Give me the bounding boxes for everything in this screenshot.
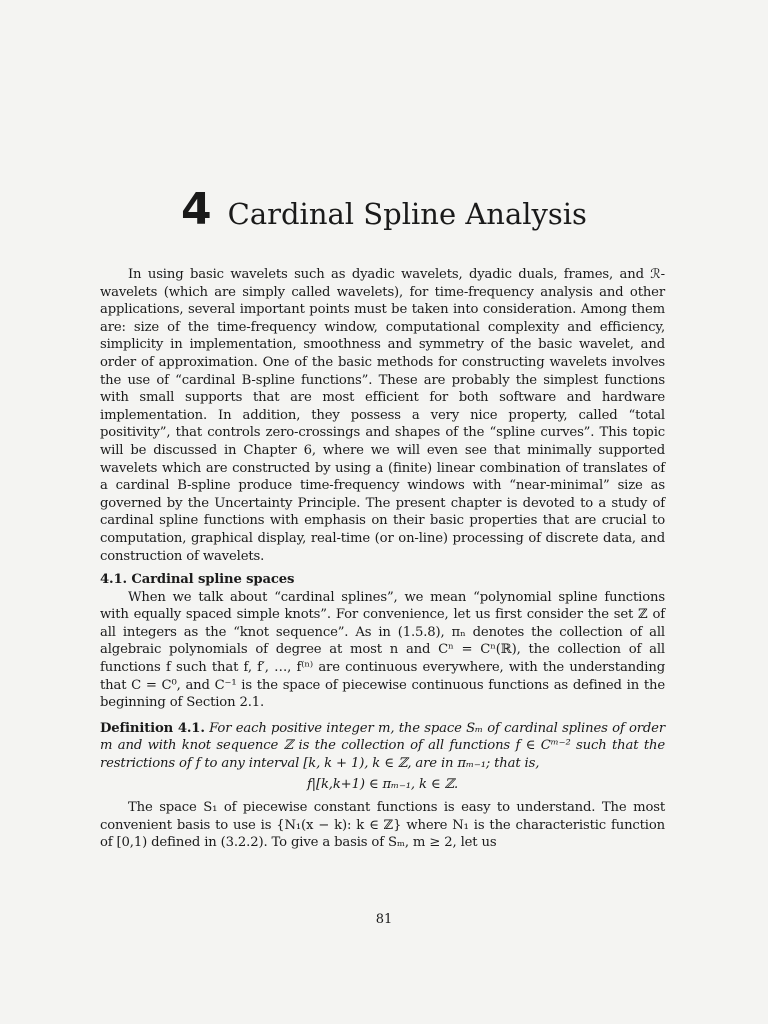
intro-paragraph: In using basic wavelets such as dyadic wavelets, dyadic duals, frames, and ℛ-wavelets (which are simply called wavelets), for time-frequency analysis and other applications, several important points must be taken into consideration. Among them are: size of the time-frequency window, computational complexity and efficiency, simplicity in implementation, smoothness and symmetry of the basic wavelet, and order of approximation. One of the basic methods for constructing wavelets involves the use of “cardinal B-spline functions”. These are probably the simplest functions with small supports that are most efficient for both software and hardware implementation. In addition, they possess a very nice property, called “total positivity”, that controls zero-crossings and shapes of the “spline curves”. This topic will be discussed in Chapter 6, where we will even see that minimally supported wavelets which are constructed by using a (finite) linear combination of translates of a cardinal B-spline produce time-frequency windows with “near-minimal” size as governed by the Uncertainty Principle. The present chapter is devoted to a study of cardinal spline functions with emphasis on their basic properties that are crucial to computation, graphical display, real-time (or on-line) processing of discrete data, and construction of wavelets. <box>100 267 665 564</box>
chapter-title: Cardinal Spline Analysis <box>227 197 587 231</box>
closing-paragraph: The space S₁ of piecewise constant functions is easy to understand. The most convenient basis to use is {N₁(x − k): k ∈ ℤ} where N₁ is the characteristic function of [0,1) defined in (3.2.2). To give a basis of Sₘ, m ≥ 2, let us <box>100 800 665 851</box>
section-heading: 4.1. Cardinal spline spaces <box>100 572 295 588</box>
page-number: 81 <box>375 912 393 927</box>
equation: f|[k,k+1) ∈ πₘ₋₁, k ∈ ℤ. <box>306 776 459 792</box>
definition <box>100 720 665 773</box>
chapter-number: 4 <box>181 184 212 235</box>
section-paragraph: When we talk about “cardinal splines”, we mean “polynomial spline functions with equally spaced simple knots”. For convenience, let us first consider the set ℤ of all integers as the “knot sequence”. As in (1.5.8), πₙ denotes the collection of all algebraic polynomials of degree at most n and Cⁿ = Cⁿ(ℝ), the collection of all functions f such that f, f′, …, f⁽ⁿ⁾ are continuous everywhere, with the understanding that C = C⁰, and C⁻¹ is the space of piecewise continuous functions as defined in the beginning of Section 2.1. <box>100 589 665 711</box>
definition-label: Definition 4.1. <box>100 720 205 736</box>
chapter-heading <box>0 184 768 235</box>
body-text <box>100 266 665 852</box>
definition-text: For each positive integer m, the space Sₘ of cardinal splines of order m and with knot sequence ℤ is the collection of all functions f ∈ Cᵐ⁻² such that the restrictions of f to any interval [k, k + 1), k ∈ ℤ, are in πₘ₋₁; that is, <box>100 720 665 772</box>
